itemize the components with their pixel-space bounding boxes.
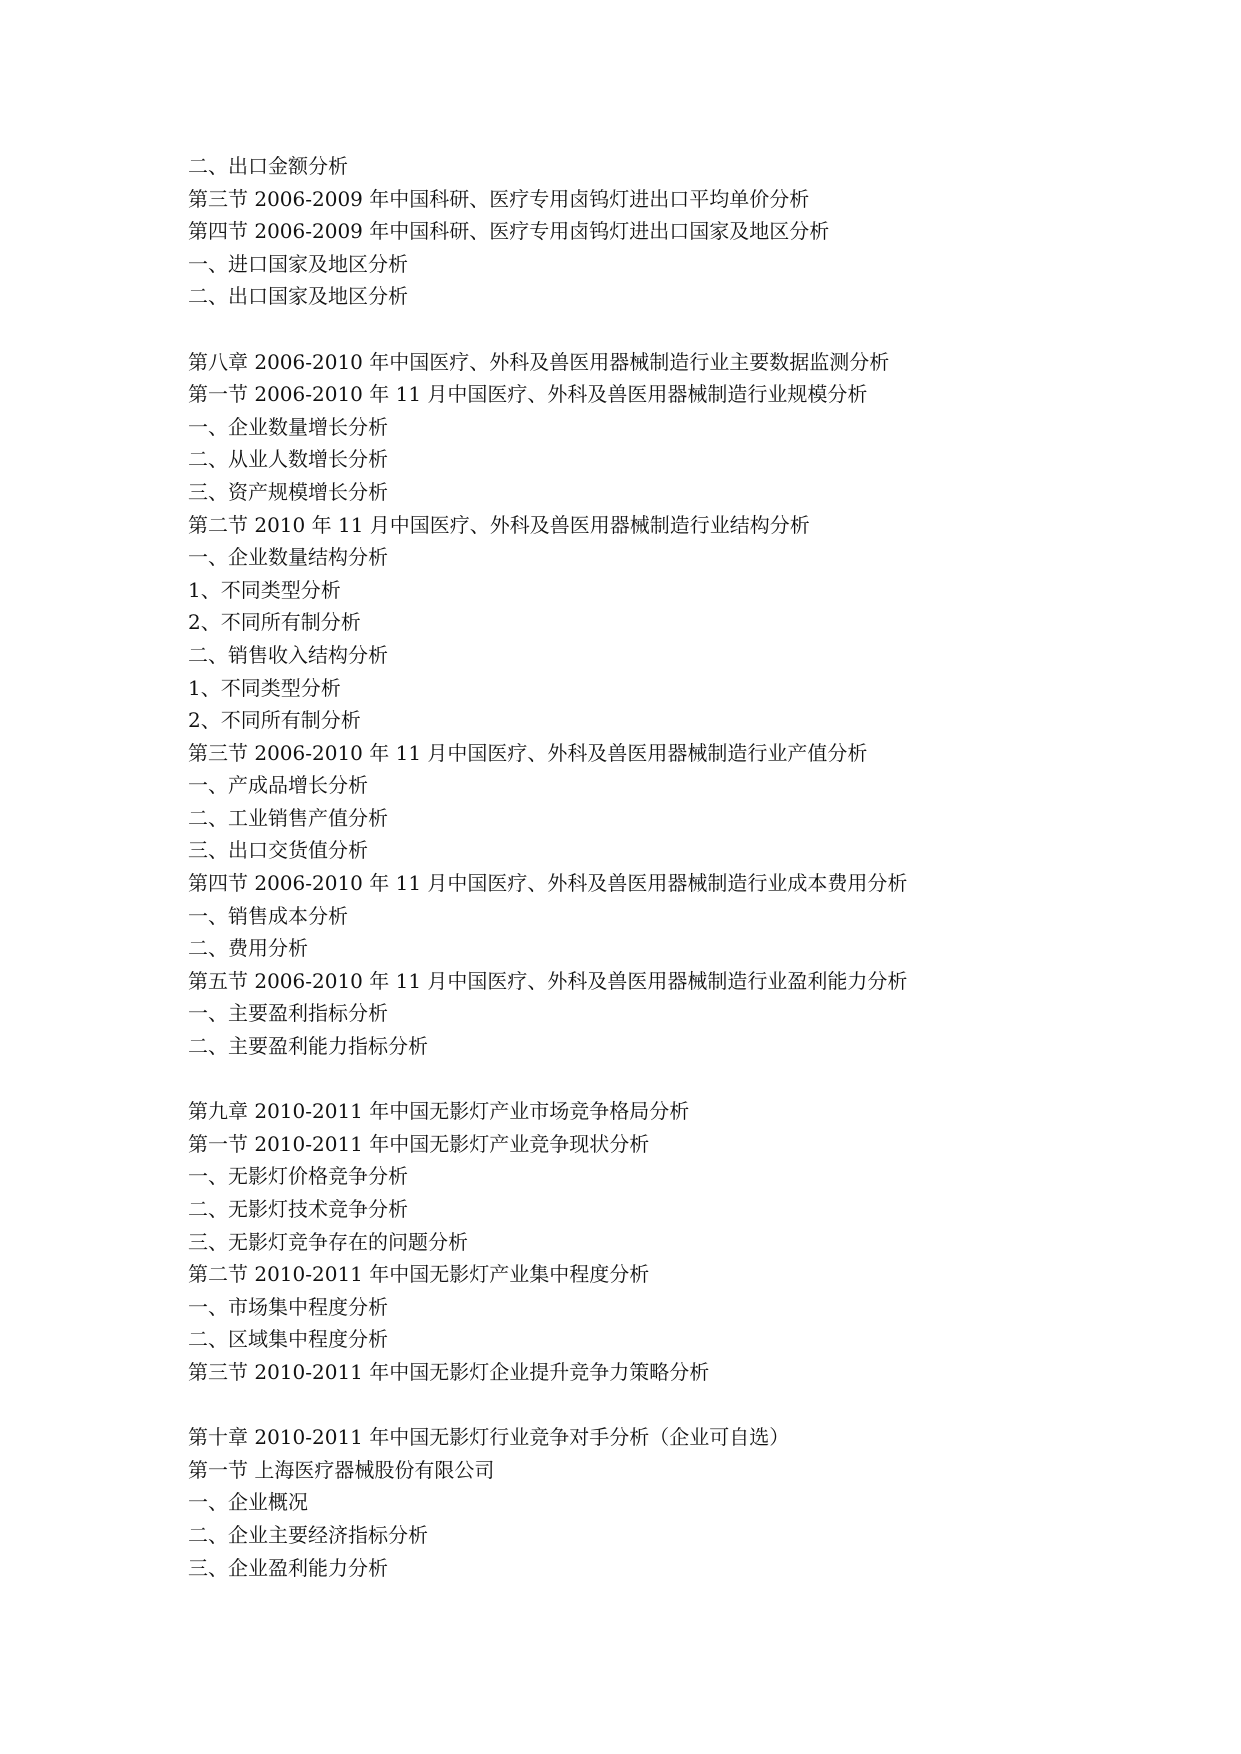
toc-line: 二、主要盈利能力指标分析 <box>188 1034 428 1059</box>
toc-line: 二、从业人数增长分析 <box>188 447 388 472</box>
toc-line: 第一节 2010-2011 年中国无影灯产业竞争现状分析 <box>188 1131 650 1156</box>
section-gap <box>188 1063 1188 1096</box>
toc-line: 1、不同类型分析 <box>188 577 341 602</box>
toc-line: 第十章 2010-2011 年中国无影灯行业竞争对手分析（企业可自选） <box>188 1425 790 1450</box>
toc-line: 第一节 2006-2010 年 11 月中国医疗、外科及兽医用器械制造行业规模分析 <box>188 382 868 407</box>
toc-line: 第九章 2010-2011 年中国无影灯产业市场竞争格局分析 <box>188 1099 690 1124</box>
toc-line: 一、企业概况 <box>188 1490 308 1515</box>
toc-line: 第四节 2006-2009 年中国科研、医疗专用卤钨灯进出口国家及地区分析 <box>188 219 830 244</box>
toc-line: 二、销售收入结构分析 <box>188 642 388 667</box>
toc-line: 一、产成品增长分析 <box>188 773 368 798</box>
toc-line: 第三节 2006-2010 年 11 月中国医疗、外科及兽医用器械制造行业产值分析 <box>188 740 868 765</box>
toc-line: 第三节 2010-2011 年中国无影灯企业提升竞争力策略分析 <box>188 1359 710 1384</box>
toc-line: 一、主要盈利指标分析 <box>188 1001 388 1026</box>
toc-line: 一、无影灯价格竞争分析 <box>188 1164 408 1189</box>
toc-line: 第四节 2006-2010 年 11 月中国医疗、外科及兽医用器械制造行业成本费用分析 <box>188 871 908 896</box>
toc-line: 二、出口国家及地区分析 <box>188 284 408 309</box>
toc-line: 第五节 2006-2010 年 11 月中国医疗、外科及兽医用器械制造行业盈利能力分析 <box>188 968 908 993</box>
toc-line: 二、区域集中程度分析 <box>188 1327 388 1352</box>
section-gap <box>188 1389 1188 1422</box>
toc-line: 第二节 2010-2011 年中国无影灯产业集中程度分析 <box>188 1262 650 1287</box>
toc-line: 一、企业数量结构分析 <box>188 545 388 570</box>
toc-line: 第八章 2006-2010 年中国医疗、外科及兽医用器械制造行业主要数据监测分析 <box>188 349 890 374</box>
toc-line: 二、出口金额分析 <box>188 154 348 178</box>
toc-line: 二、无影灯技术竞争分析 <box>188 1197 408 1221</box>
toc-line: 2、不同所有制分析 <box>188 610 361 635</box>
toc-line: 三、出口交货值分析 <box>188 838 368 863</box>
toc-line: 一、企业数量增长分析 <box>188 414 388 439</box>
toc-line: 三、企业盈利能力分析 <box>188 1555 388 1580</box>
toc-line: 第一节 上海医疗器械股份有限公司 <box>188 1457 495 1482</box>
toc-line: 一、进口国家及地区分析 <box>188 251 408 276</box>
toc-line: 二、工业销售产值分析 <box>188 805 388 830</box>
table-of-contents <box>188 150 1188 1584</box>
toc-line: 一、市场集中程度分析 <box>188 1294 388 1319</box>
section-gap <box>188 313 1188 346</box>
toc-line: 第三节 2006-2009 年中国科研、医疗专用卤钨灯进出口平均单价分析 <box>188 186 810 211</box>
toc-line: 三、资产规模增长分析 <box>188 479 388 504</box>
toc-line: 二、费用分析 <box>188 936 308 961</box>
toc-line: 二、企业主要经济指标分析 <box>188 1522 428 1547</box>
toc-line: 2、不同所有制分析 <box>188 708 361 733</box>
toc-line: 1、不同类型分析 <box>188 675 341 700</box>
toc-line: 三、无影灯竞争存在的问题分析 <box>188 1229 468 1254</box>
toc-line: 一、销售成本分析 <box>188 903 348 928</box>
toc-line: 第二节 2010 年 11 月中国医疗、外科及兽医用器械制造行业结构分析 <box>188 512 810 537</box>
